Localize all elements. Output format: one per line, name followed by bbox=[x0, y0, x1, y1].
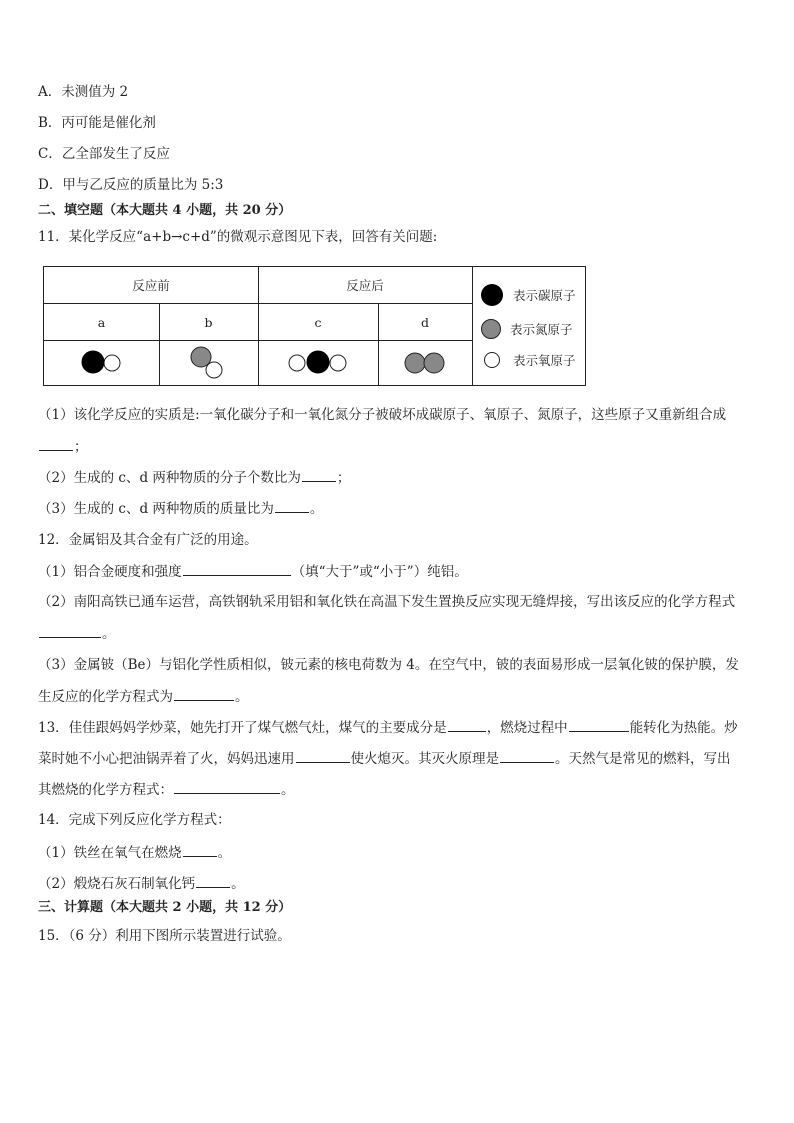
molecule-a-co bbox=[44, 341, 159, 386]
answer-blank[interactable] bbox=[174, 780, 280, 794]
gray-circle-icon bbox=[480, 318, 502, 340]
q13-line2: 菜时她不小心把油锅弄着了火，妈妈迅速用 使火熄灭。其灭火原理是 。天然气是常见的燃料，写出 bbox=[38, 751, 731, 767]
answer-blank[interactable] bbox=[302, 468, 336, 482]
q12-part3-line2: 生反应的化学方程式为 。 bbox=[38, 689, 249, 705]
section-title-fill-blank: 二、填空题（本大题共 4 小题，共 20 分） bbox=[38, 203, 292, 218]
answer-blank[interactable] bbox=[183, 562, 291, 576]
legend-oxygen-text: 表示氧原子 bbox=[513, 353, 576, 368]
q14-stem: 14．完成下列反应化学方程式： bbox=[38, 812, 231, 828]
answer-blank[interactable] bbox=[275, 499, 309, 513]
option-d: D．甲与乙反应的质量比为 5:3 bbox=[38, 177, 224, 193]
section-title-calculation: 三、计算题（本大题共 2 小题，共 12 分） bbox=[38, 900, 292, 915]
legend-carbon-text: 表示碳原子 bbox=[513, 288, 576, 303]
q13-line3: 其燃烧的化学方程式： 。 bbox=[38, 782, 295, 798]
q12-part2-line1: （2）南阳高铁已通车运营，高铁钢轨采用铝和氧化铁在高温下发生置换反应实现无缝焊接，写出该反应的化学方程式 bbox=[38, 594, 736, 610]
black-circle-icon bbox=[479, 282, 505, 308]
molecule-d-n2 bbox=[378, 341, 472, 386]
legend-oxygen bbox=[483, 351, 576, 369]
col-c-label: c bbox=[314, 314, 322, 330]
q13-line1: 13．佳佳跟妈妈学炒菜，她先打开了煤气燃气灶，煤气的主要成分是 ，燃烧过程中 能转化为热能。炒 bbox=[38, 720, 738, 736]
answer-blank[interactable] bbox=[296, 749, 350, 763]
option-b: B．丙可能是催化剂 bbox=[38, 115, 156, 131]
legend-nitrogen bbox=[480, 318, 573, 340]
header-after: 反应后 bbox=[346, 278, 384, 293]
col-b-label: b bbox=[204, 314, 213, 330]
q11-part3: （3）生成的 c、d 两种物质的质量比为 。 bbox=[38, 501, 324, 517]
q12-part1: （1）铝合金硬度和强度 （填“大于”或“小于”）纯铝。 bbox=[38, 564, 468, 580]
q14-part2: （2）煅烧石灰石制氧化钙 。 bbox=[38, 876, 245, 892]
molecule-c-co2 bbox=[258, 341, 378, 386]
legend-carbon bbox=[479, 282, 576, 308]
q11-part1-line2: ； bbox=[38, 437, 88, 456]
q12-stem: 12．金属铝及其合金有广泛的用途。 bbox=[38, 532, 258, 548]
answer-blank[interactable] bbox=[196, 874, 230, 888]
col-d-label: d bbox=[420, 314, 429, 330]
answer-blank[interactable] bbox=[39, 624, 101, 638]
q14-part1: （1）铁丝在氧气在燃烧 。 bbox=[38, 845, 232, 861]
answer-blank[interactable] bbox=[448, 718, 486, 732]
q12-part3-line1: （3）金属铍（Be）与铝化学性质相似，铍元素的核电荷数为 4。在空气中，铍的表面易形成一层氧化铍的保护膜，发 bbox=[38, 657, 739, 673]
header-before: 反应前 bbox=[132, 278, 170, 293]
molecule-b-no bbox=[159, 341, 258, 386]
q11-part2: （2）生成的 c、d 两种物质的分子个数比为 ； bbox=[38, 470, 351, 486]
q11-part1-line1: （1）该化学反应的实质是:一氧化碳分子和一氧化氮分子被破坏成碳原子、氧原子、氮原子，这些原子又重新组合成 bbox=[38, 407, 727, 423]
col-a-label: a bbox=[97, 314, 106, 330]
q15-stem: 15．（6 分）利用下图所示装置进行试验。 bbox=[38, 928, 291, 944]
answer-blank[interactable] bbox=[174, 687, 234, 701]
q11-stem: 11．某化学反应“a+b→c+d”的微观示意图见下表，回答有关问题: bbox=[38, 229, 438, 245]
option-c: C．乙全部发生了反应 bbox=[38, 146, 170, 162]
answer-blank[interactable] bbox=[500, 749, 554, 763]
white-circle-icon bbox=[483, 351, 501, 369]
q12-part2-line2: 。 bbox=[38, 624, 116, 643]
answer-blank[interactable] bbox=[183, 843, 217, 857]
answer-blank[interactable] bbox=[39, 437, 73, 451]
option-a: A．未测值为 2 bbox=[38, 84, 129, 100]
legend-nitrogen-text: 表示氮原子 bbox=[510, 322, 573, 337]
answer-blank[interactable] bbox=[569, 718, 629, 732]
